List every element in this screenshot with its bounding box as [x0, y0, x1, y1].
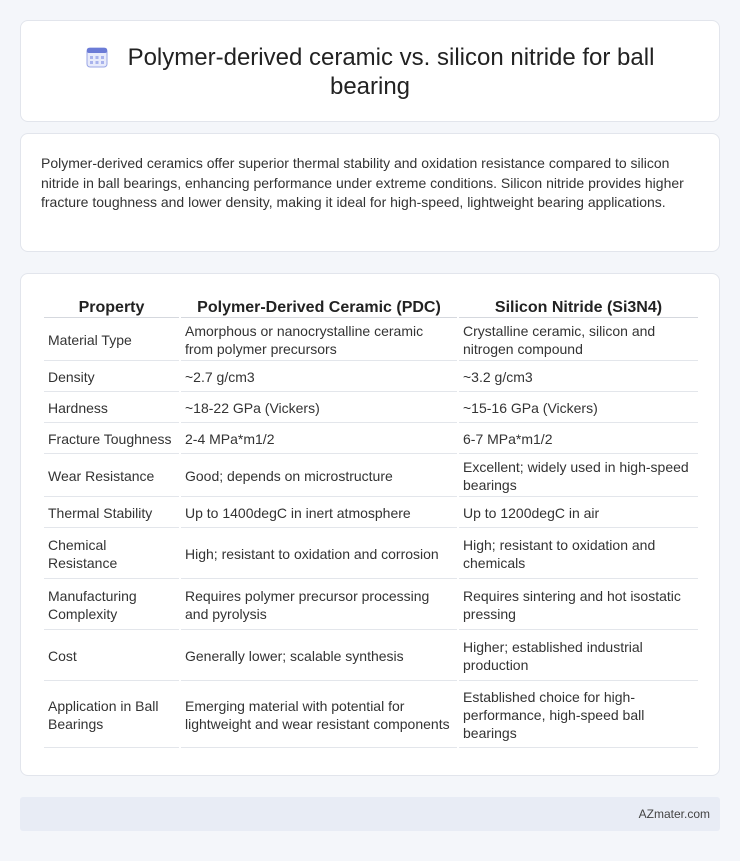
- table-cell-pdc: Emerging material with potential for lightweight and wear resistant components: [181, 683, 457, 748]
- header-property: Property: [44, 296, 179, 318]
- table-row: [44, 394, 698, 423]
- table-cell-si3n4: ~3.2 g/cm3: [459, 363, 698, 392]
- footer: [20, 797, 720, 831]
- table-row: [44, 320, 698, 361]
- table-cell-pdc: ~2.7 g/cm3: [181, 363, 457, 392]
- table-cell-si3n4: Established choice for high-performance, high-speed ball bearings: [459, 683, 698, 748]
- table-cell-property: Material Type: [44, 320, 179, 361]
- table-cell-property: Thermal Stability: [44, 499, 179, 528]
- table-cell-si3n4: Excellent; widely used in high-speed bearings: [459, 456, 698, 497]
- table-row: [44, 581, 698, 630]
- table-cell-si3n4: 6-7 MPa*m1/2: [459, 425, 698, 454]
- comparison-table-card: [20, 273, 720, 776]
- table-cell-pdc: Good; depends on microstructure: [181, 456, 457, 497]
- table-row: [44, 456, 698, 497]
- table-cell-si3n4: Crystalline ceramic, silicon and nitrogen compound: [459, 320, 698, 361]
- table-cell-pdc: Requires polymer precursor processing and pyrolysis: [181, 581, 457, 630]
- header-si3n4: Silicon Nitride (Si3N4): [459, 296, 698, 318]
- table-cell-property: Chemical Resistance: [44, 530, 179, 579]
- table-cell-si3n4: Requires sintering and hot isostatic pressing: [459, 581, 698, 630]
- table-row: [44, 425, 698, 454]
- comparison-table: [42, 294, 700, 750]
- table-row: [44, 632, 698, 681]
- title-wrap: [21, 43, 719, 101]
- table-cell-pdc: ~18-22 GPa (Vickers): [181, 394, 457, 423]
- table-cell-property: Hardness: [44, 394, 179, 423]
- footer-brand: AZmater.com: [638, 807, 710, 821]
- table-cell-property: Cost: [44, 632, 179, 681]
- table-cell-pdc: Generally lower; scalable synthesis: [181, 632, 457, 681]
- header-pdc: Polymer-Derived Ceramic (PDC): [181, 296, 457, 318]
- table-cell-si3n4: Up to 1200degC in air: [459, 499, 698, 528]
- table-cell-pdc: High; resistant to oxidation and corrosion: [181, 530, 457, 579]
- table-cell-si3n4: High; resistant to oxidation and chemicals: [459, 530, 698, 579]
- table-cell-property: Manufacturing Complexity: [44, 581, 179, 630]
- table-cell-property: Application in Ball Bearings: [44, 683, 179, 748]
- summary-card: [20, 133, 720, 252]
- summary-text: Polymer-derived ceramics offer superior thermal stability and oxidation resistance compared to silicon nitride in ball bearings, enhancing performance under extreme conditions. Silicon nitride provides higher fracture toughness and lower density, making it ideal for high-speed, lightweight bearing applications.: [41, 155, 684, 210]
- table-cell-pdc: 2-4 MPa*m1/2: [181, 425, 457, 454]
- table-header-row: [44, 296, 698, 318]
- page-title: Polymer-derived ceramic vs. silicon nitride for ball bearing: [127, 44, 655, 100]
- table-row: [44, 363, 698, 392]
- calendar-icon: [86, 46, 108, 68]
- table-cell-pdc: Up to 1400degC in inert atmosphere: [181, 499, 457, 528]
- table-row: [44, 530, 698, 579]
- table-cell-pdc: Amorphous or nanocrystalline ceramic from polymer precursors: [181, 320, 457, 361]
- table-cell-property: Density: [44, 363, 179, 392]
- table-row: [44, 683, 698, 748]
- table-cell-property: Fracture Toughness: [44, 425, 179, 454]
- title-card: [20, 20, 720, 122]
- table-row: [44, 499, 698, 528]
- table-cell-si3n4: ~15-16 GPa (Vickers): [459, 394, 698, 423]
- table-cell-si3n4: Higher; established industrial production: [459, 632, 698, 681]
- table-cell-property: Wear Resistance: [44, 456, 179, 497]
